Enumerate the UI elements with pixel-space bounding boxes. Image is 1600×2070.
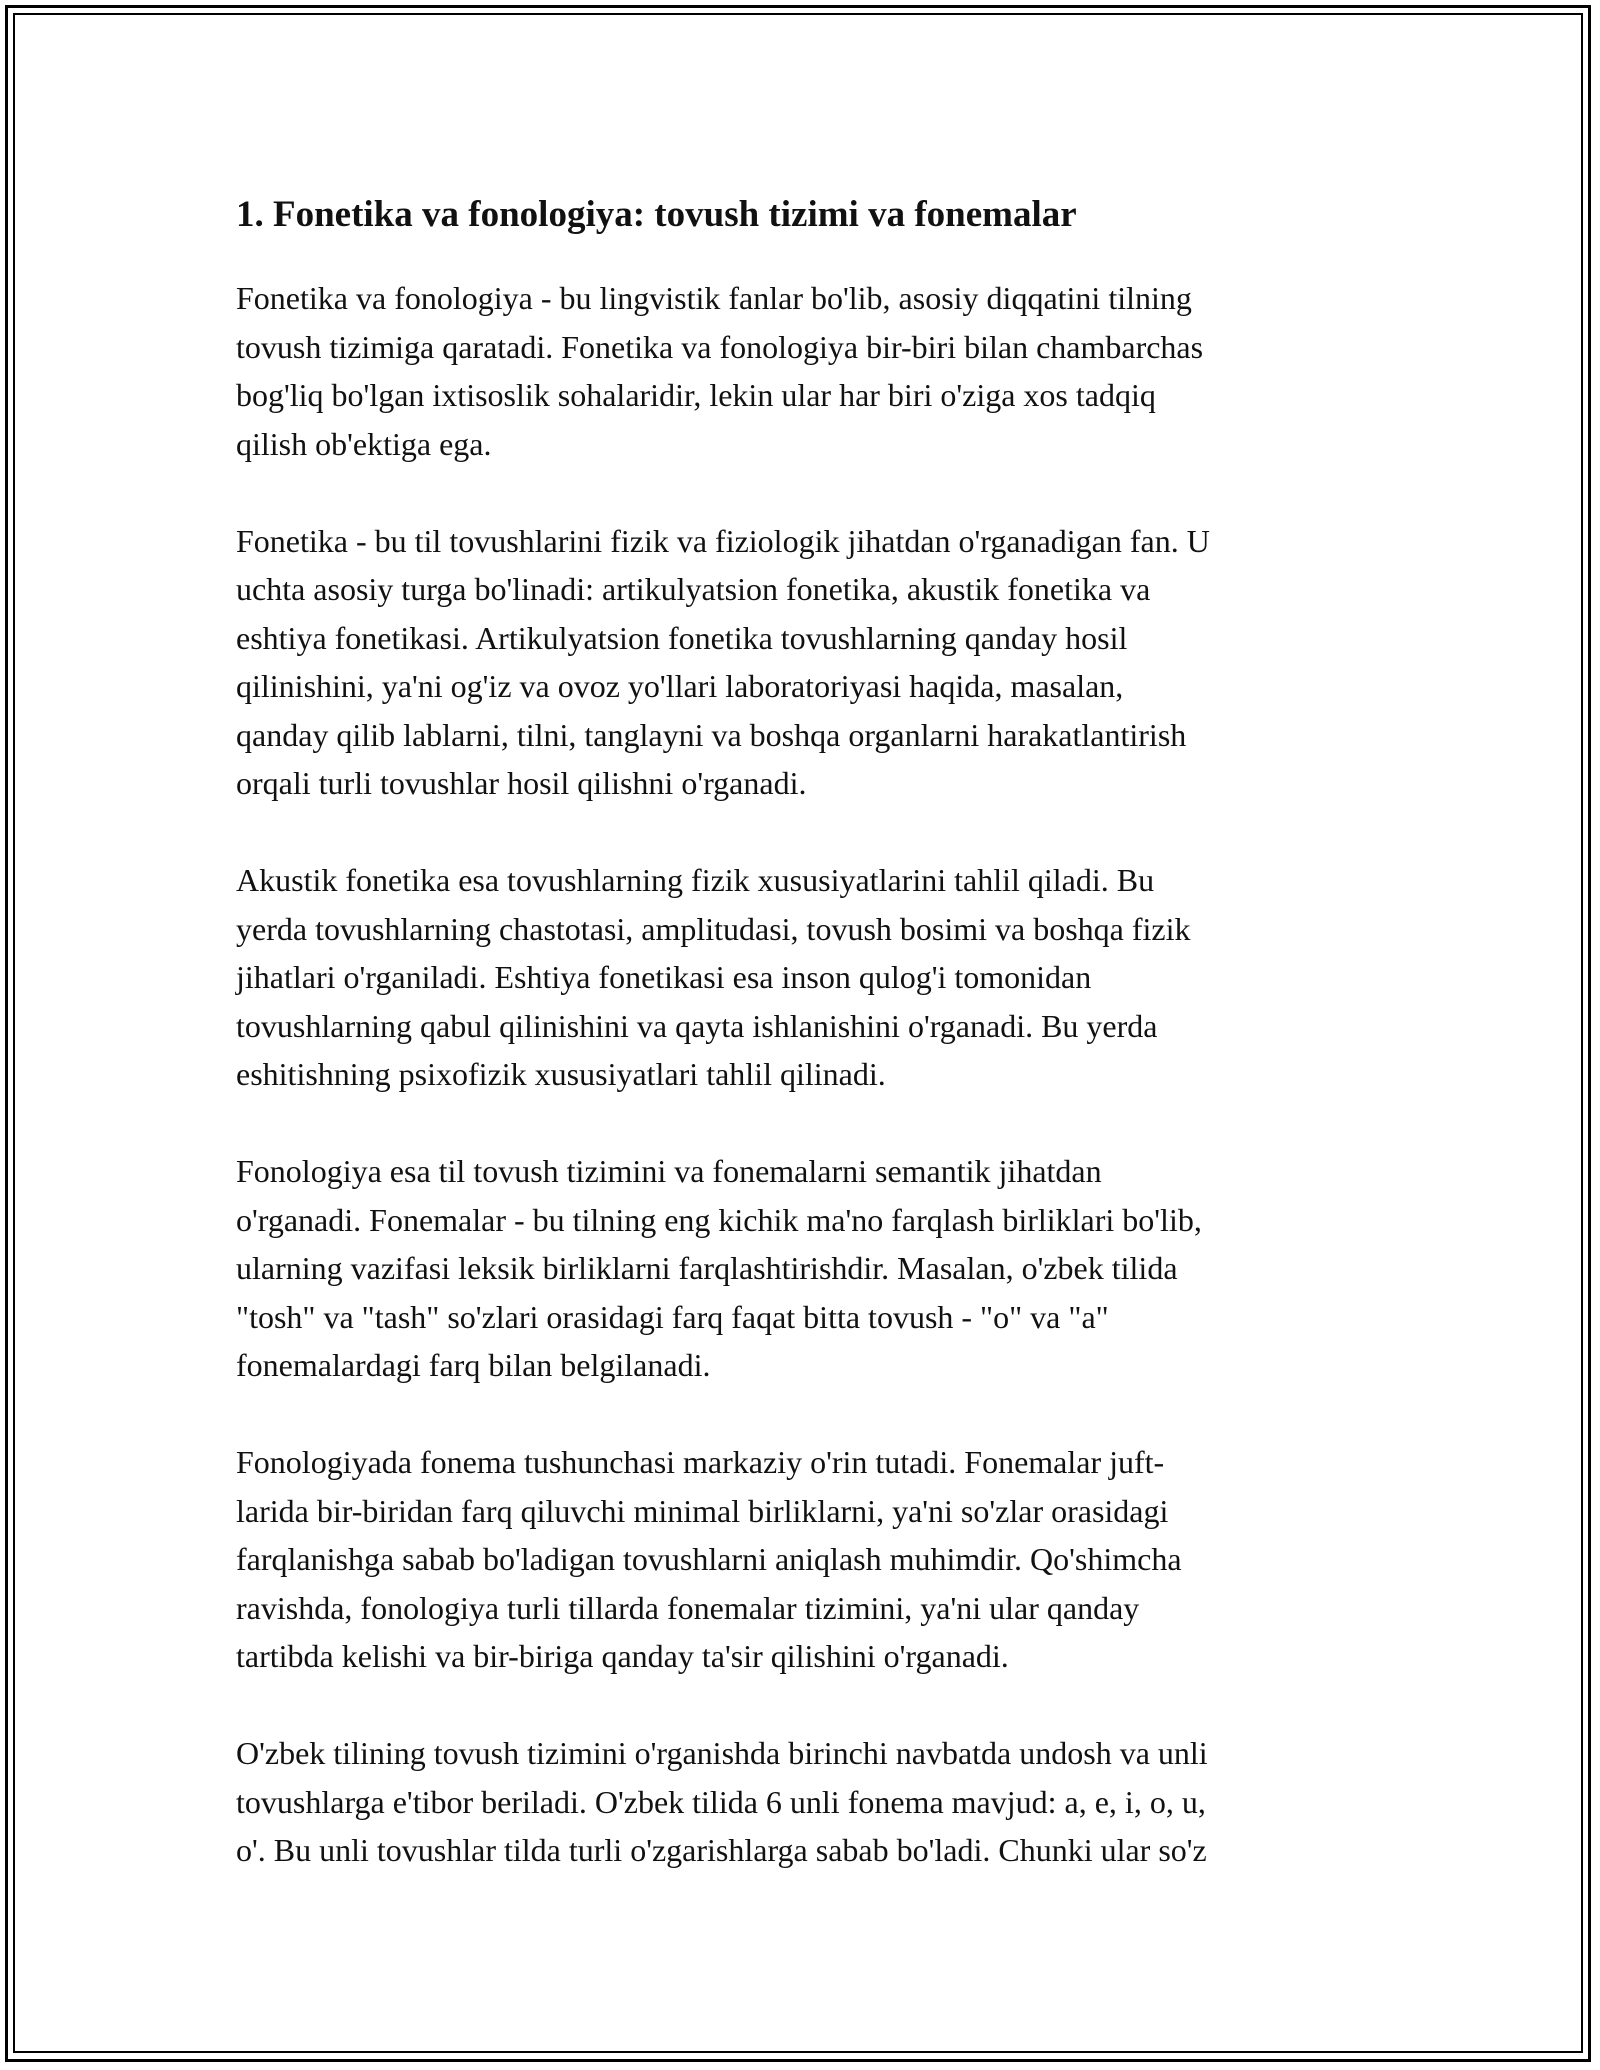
text-line: eshtiya fonetikasi. Artikulyatsion fonetika tovushlarning qanday hosil <box>236 619 1128 656</box>
text-line: larida bir-biridan farq qiluvchi minimal birliklarni, ya'ni so'zlar orasidagi <box>236 1492 1169 1529</box>
text-line: ravishda, fonologiya turli tillarda fonemalar tizimini, ya'ni ular qanday <box>236 1589 1140 1626</box>
text-line: tovushlarga e'tibor beriladi. O'zbek tilida 6 unli fonema mavjud: a, e, i, o, u, <box>236 1783 1206 1820</box>
text-line: eshitishning psixofizik xususiyatlari tahlil qilinadi. <box>236 1056 886 1092</box>
text-line: O'zbek tilining tovush tizimini o'rganishda birinchi navbatda undosh va unli <box>236 1735 1208 1771</box>
text-line: Fonetika - bu til tovushlarini fizik va fiziologik jihatdan o'rganadigan fan. U <box>236 522 1210 559</box>
text-line: farqlanishga sabab bo'ladigan tovushlarni aniqlash muhimdir. Qo'shimcha <box>236 1541 1182 1577</box>
text-line: tovushlarning qabul qilinishini va qayta ishlanishini o'rganadi. Bu yerda <box>236 1007 1158 1044</box>
paragraph-6 <box>236 1729 1366 1875</box>
paragraph-3 <box>236 856 1366 1099</box>
text-line: o'rganadi. Fonemalar - bu tilning eng kichik ma'no farqlash birliklari bo'lib, <box>236 1201 1202 1238</box>
text-line: o'. Bu unli tovushlar tilda turli o'zgarishlarga sabab bo'ladi. Chunki ular so'z <box>236 1832 1207 1868</box>
text-line: "tosh" va "tash" so'zlari orasidagi farq faqat bitta tovush - "o" va "a" <box>236 1298 1109 1335</box>
paragraph-5 <box>236 1438 1366 1681</box>
text-line: Fonologiyada fonema tushunchasi markaziy o'rin tutadi. Fonemalar juft- <box>236 1444 1165 1480</box>
text-line: yerda tovushlarning chastotasi, amplitudasi, tovush bosimi va boshqa fizik <box>236 910 1191 947</box>
text-line: ularning vazifasi leksik birliklarni farqlashtirishdir. Masalan, o'zbek tilida <box>236 1250 1178 1286</box>
text-line: fonemalardagi farq bilan belgilanadi. <box>236 1347 711 1383</box>
text-line: qilish ob'ektiga ega. <box>236 425 492 462</box>
text-line: qanday qilib lablarni, tilni, tanglayni va boshqa organlarni harakatlantirish <box>236 716 1187 753</box>
text-line: qilinishini, ya'ni og'iz va ovoz yo'llari laboratoriyasi haqida, masalan, <box>236 668 1124 704</box>
paragraph-1 <box>236 274 1366 468</box>
paragraph-4 <box>236 1147 1366 1390</box>
text-line: tovush tizimiga qaratadi. Fonetika va fonologiya bir-biri bilan chambarchas <box>236 328 1204 365</box>
text-line: Fonetika va fonologiya - bu lingvistik fanlar bo'lib, asosiy diqqatini tilning <box>236 280 1192 316</box>
text-line: Fonologiya esa til tovush tizimini va fonemalarni semantik jihatdan <box>236 1153 1102 1189</box>
document-body <box>236 186 1366 1923</box>
text-line: jihatlari o'rganiladi. Eshtiya fonetikasi esa inson qulog'i tomonidan <box>236 959 1092 995</box>
paragraph-2 <box>236 517 1366 808</box>
text-line: uchta asosiy turga bo'linadi: artikulyatsion fonetika, akustik fonetika va <box>236 571 1151 607</box>
section-heading: 1. Fonetika va fonologiya: tovush tizimi va fonemalar <box>236 194 1077 235</box>
text-line: orqali turli tovushlar hosil qilishni o'rganadi. <box>236 765 807 801</box>
text-line: bog'liq bo'lgan ixtisoslik sohalaridir, lekin ular har biri o'ziga xos tadqiq <box>236 377 1156 413</box>
text-line: Akustik fonetika esa tovushlarning fizik xususiyatlarini tahlil qiladi. Bu <box>236 862 1155 898</box>
text-line: tartibda kelishi va bir-biriga qanday ta'sir qilishini o'rganadi. <box>236 1638 1009 1674</box>
